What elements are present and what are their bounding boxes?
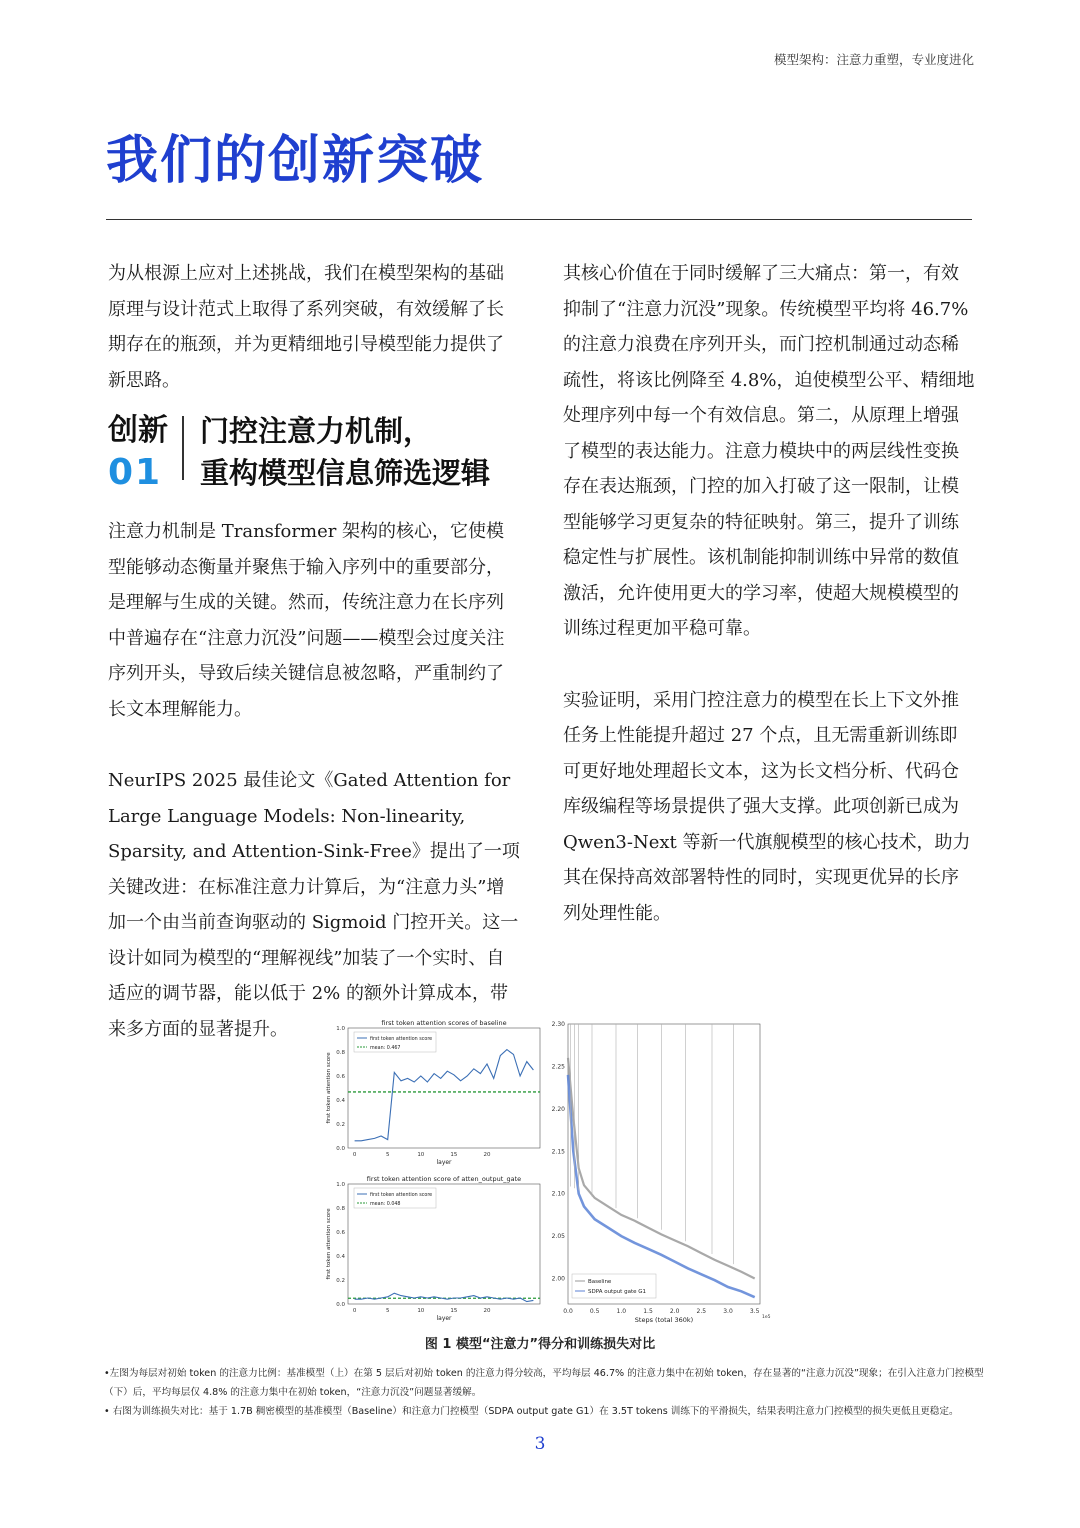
loss-y-tick-label: 2.25 [551,1063,565,1071]
right-column [563,256,975,931]
figure-caption: 图 1 模型“注意力”得分和训练损失对比 [424,1337,656,1352]
loss-y-tick-label: 2.05 [551,1233,565,1241]
loss-x-tick-label: 1.5 [643,1308,653,1315]
loss-x-tick-label: 0.0 [563,1308,573,1315]
x-axis-label: layer [436,1315,452,1322]
x-axis-label: layer [436,1159,452,1166]
loss-x-tick-label: 2.0 [669,1308,680,1315]
loss-plot-frame [568,1024,760,1304]
section-heading [108,410,520,494]
figure-1 [318,1016,771,1332]
y-tick-label: 0.2 [336,1278,345,1284]
loss-x-tick-label: 1.0 [616,1308,627,1315]
y-axis-label: first token attention score [326,1052,332,1124]
right-paragraph-1: 其核心价值在于同时缓解了三大痛点：第一，有效抑制了“注意力沉没”现象。传统模型平均将 46.7% 的注意力浪费在序列开头，而门控机制通过动态稀疏性，将该比例降至 4.8%，迫使模型公平、精细地处理序列中每一个有效信息。第二，从原理上增强了模型的表达能力。注意力模块中的两层线性变换存在表达瓶颈，门控的加入打破了这一限制，让模型能够学习更复杂的特征映射。第三，提升了训练稳定性与扩展性。该机制能抑制训练中异常的数值激活，允许使用更大的学习率，使超大规模模型的训练过程更加平稳可靠。 [563,263,975,639]
x-tick-label: 15 [450,1308,458,1314]
right-paragraph-2: 实验证明，采用门控注意力的模型在长上下文外推任务上性能提升超过 27 个点，且无需重新训练即可更好地处理超长文本，这为长文档分析、代码仓库级编程等场景提供了强大支撑。此项创新已成为 Qwen3-Next 等新一代旗舰模型的核心技术，助力其在保持高效部署特性的同时，实现更优异的长序列处理性能。 [563,689,971,924]
y-tick-label: 0.4 [336,1254,345,1260]
page-number: 3 [534,1434,546,1454]
left-column [108,256,520,1047]
loss-y-tick-label: 2.00 [551,1275,565,1283]
loss-x-tick-label: 3.5 [749,1308,760,1315]
loss-legend-label-gate: SDPA output gate G1 [588,1289,647,1295]
x-tick-label: 10 [417,1152,425,1158]
section-title-line1: 门控注意力机制， [200,414,433,448]
y-tick-label: 0.8 [336,1206,345,1212]
title-divider [106,219,972,220]
loss-x-axis-label: Steps (total 360k) [634,1316,694,1324]
x-tick-label: 20 [483,1152,491,1158]
y-tick-label: 0.2 [336,1122,345,1128]
y-tick-label: 1.0 [336,1026,345,1032]
attention-series-line [355,1050,534,1141]
attention-series-line [355,1293,534,1301]
left-paragraph-1: 注意力机制是 Transformer 架构的核心，它使模型能够动态衡量并聚焦于输入序列中的重要部分，是理解与生成的关键。然而，传统注意力在长序列中普遍存在“注意力沉没”问题——模型会过度关注序列开头，导致后续关键信息被忽略，严重制约了长文本理解能力。 [108,521,505,720]
loss-y-tick-label: 2.30 [551,1021,565,1028]
running-header: 模型架构：注意力重塑，专业度进化 [773,52,974,67]
figure-notes [104,1364,994,1421]
x-tick-label: 20 [483,1308,491,1314]
y-tick-label: 0.0 [336,1302,345,1308]
section-title-line2: 重构模型信息筛选逻辑 [200,456,491,490]
chart-title: first token attention scores of baseline [381,1019,507,1027]
y-tick-label: 0.6 [336,1230,345,1236]
x-tick-label: 15 [450,1152,458,1158]
loss-x-tick-label: 2.5 [696,1308,707,1315]
x-tick-label: 5 [385,1152,390,1158]
loss-x-tick-label: 3.0 [723,1308,733,1315]
loss-legend-label-baseline: Baseline [588,1279,612,1285]
legend-label-series: first token attention score [370,1193,433,1198]
legend-label-mean: mean: 0.048 [370,1202,401,1207]
figure-note-2: • 右图为训练损失对比：基于 1.7B 稠密模型的基准模型（Baseline）和注意力门控模型（SDPA output gate G1）在 3.5T tokens 训练下的平滑损失，结果表明注意力门控模型的损失更低且更稳定。 [104,1406,959,1417]
x-tick-label: 10 [417,1308,425,1314]
loss-y-tick-label: 2.10 [551,1190,565,1198]
y-tick-label: 0.8 [336,1050,345,1056]
y-tick-label: 0.4 [336,1098,345,1104]
loss-x-multiplier: 1e5 [762,1315,771,1320]
x-tick-label: 0 [352,1308,357,1314]
y-tick-label: 0.0 [336,1146,345,1152]
loss-y-tick-label: 2.20 [551,1105,565,1113]
section-number [108,410,168,494]
intro-paragraph: 为从根源上应对上述挑战，我们在模型架构的基础原理与设计范式上取得了系列突破，有效缓解了长期存在的瓶颈，并为更精细地引导模型能力提供了新思路。 [108,263,504,391]
y-tick-label: 0.6 [336,1074,345,1080]
figure-note-1: •左图为每层对初始 token 的注意力比例：基准模型（上）在第 5 层后对初始 token 的注意力得分较高，平均每层 46.7% 的注意力集中在初始 token，存在显著的“注意力沉没”现象；在引入注意力门控模型（下）后，平均每层仅 4.8% 的注意力集中在初始 token，“注意力沉没”问题显著缓解。 [104,1368,984,1398]
y-axis-label: first token attention score [326,1208,332,1280]
y-tick-label: 1.0 [336,1182,345,1188]
loss-y-tick-label: 2.15 [551,1148,565,1156]
section-title [200,410,490,494]
section-divider [182,416,184,480]
chart-title: first token attention score of atten_output_gate [366,1175,522,1183]
section-index: 01 [108,452,163,493]
loss-x-tick-label: 0.5 [589,1308,600,1315]
page-title: 我们的创新突破 [106,131,485,191]
x-tick-label: 0 [352,1152,357,1158]
x-tick-label: 5 [385,1308,390,1314]
legend-label-mean: mean: 0.467 [370,1046,401,1051]
section-label: 创新 [108,413,168,448]
legend-label-series: first token attention score [370,1037,433,1042]
left-paragraph-2: NeurIPS 2025 最佳论文《Gated Attention for Large Language Models: Non-linearity, Sparsity, and Attention-Sink-Free》提出了一项关键改进：在标准注意力计算后，为“注意力头”增加一个由当前查询驱动的 Sigmoid 门控开关。这一设计如同为模型的“理解视线”加装了一个实时、自适应的调节器，能以低于 2% 的额外计算成本，带来多方面的显著提升。 [108,770,520,1040]
